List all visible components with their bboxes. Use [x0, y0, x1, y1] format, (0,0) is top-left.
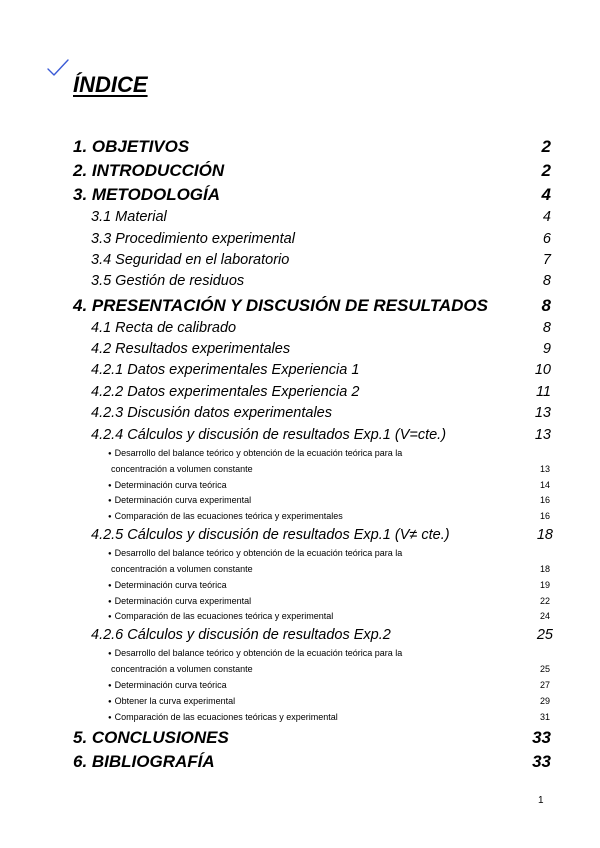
toc-entry[interactable]: 4.2.5 Cálculos y discusión de resultados Exp.1 (V≠ cte.) 18: [91, 527, 553, 543]
toc-subentry[interactable]: ● Determinación curva teórica 19: [108, 578, 550, 592]
toc-subentry[interactable]: ● Desarrollo del balance teórico y obtención de la ecuación teórica para la: [108, 646, 550, 660]
toc-subentry[interactable]: ● Obtener la curva experimental 29: [108, 694, 550, 708]
toc-entry[interactable]: 4.2.4 Cálculos y discusión de resultados Exp.1 (V=cte.) 13: [91, 427, 551, 443]
toc-entry[interactable]: 2. INTRODUCCIÓN 2: [73, 161, 551, 180]
toc-entry[interactable]: 4.2.6 Cálculos y discusión de resultados Exp.2 25: [91, 627, 553, 643]
toc-subentry[interactable]: ● Comparación de las ecuaciones teóricas y experimental 31: [108, 710, 550, 724]
toc-entry[interactable]: 3.1 Material 4: [91, 209, 551, 225]
toc-subentry[interactable]: concentración a volumen constante 18: [111, 564, 550, 574]
toc-entry[interactable]: 3.5 Gestión de residuos 8: [91, 273, 551, 289]
page-title: ÍNDICE: [73, 72, 148, 97]
toc-subentry[interactable]: ● Desarrollo del balance teórico y obtención de la ecuación teórica para la: [108, 546, 550, 560]
toc-entry[interactable]: 4.2 Resultados experimentales 9: [91, 341, 551, 357]
checkmark-icon: [46, 58, 70, 78]
toc-entry[interactable]: 3.3 Procedimiento experimental 6: [91, 231, 551, 247]
toc-subentry[interactable]: ● Determinación curva experimental 22: [108, 594, 550, 608]
toc-subentry[interactable]: concentración a volumen constante 13: [111, 464, 550, 474]
page-number: 1: [538, 795, 544, 806]
toc-entry[interactable]: 4. PRESENTACIÓN Y DISCUSIÓN DE RESULTADOS 8: [73, 296, 551, 315]
toc-subentry[interactable]: ● Determinación curva teórica 14: [108, 478, 550, 492]
toc-subentry[interactable]: ● Determinación curva experimental 16: [108, 493, 550, 507]
toc-subentry[interactable]: ● Comparación de las ecuaciones teórica y experimental 24: [108, 609, 550, 623]
toc-entry[interactable]: 4.2.2 Datos experimentales Experiencia 2 11: [91, 384, 551, 400]
toc-subentry[interactable]: ● Determinación curva teórica 27: [108, 678, 550, 692]
toc-entry[interactable]: 6. BIBLIOGRAFÍA 33: [73, 752, 551, 771]
toc-subentry[interactable]: ● Comparación de las ecuaciones teórica y experimentales 16: [108, 509, 550, 523]
toc-entry[interactable]: 4.2.1 Datos experimentales Experiencia 1 10: [91, 362, 551, 378]
toc-entry[interactable]: 1. OBJETIVOS 2: [73, 137, 551, 156]
toc-entry[interactable]: 4.2.3 Discusión datos experimentales 13: [91, 405, 551, 421]
toc-subentry[interactable]: concentración a volumen constante 25: [111, 664, 550, 674]
toc-subentry[interactable]: ● Desarrollo del balance teórico y obtención de la ecuación teórica para la: [108, 446, 550, 460]
toc-entry[interactable]: 5. CONCLUSIONES 33: [73, 728, 551, 747]
toc-entry[interactable]: 3. METODOLOGÍA 4: [73, 185, 551, 204]
toc-entry[interactable]: 4.1 Recta de calibrado 8: [91, 320, 551, 336]
toc-entry[interactable]: 3.4 Seguridad en el laboratorio 7: [91, 252, 551, 268]
